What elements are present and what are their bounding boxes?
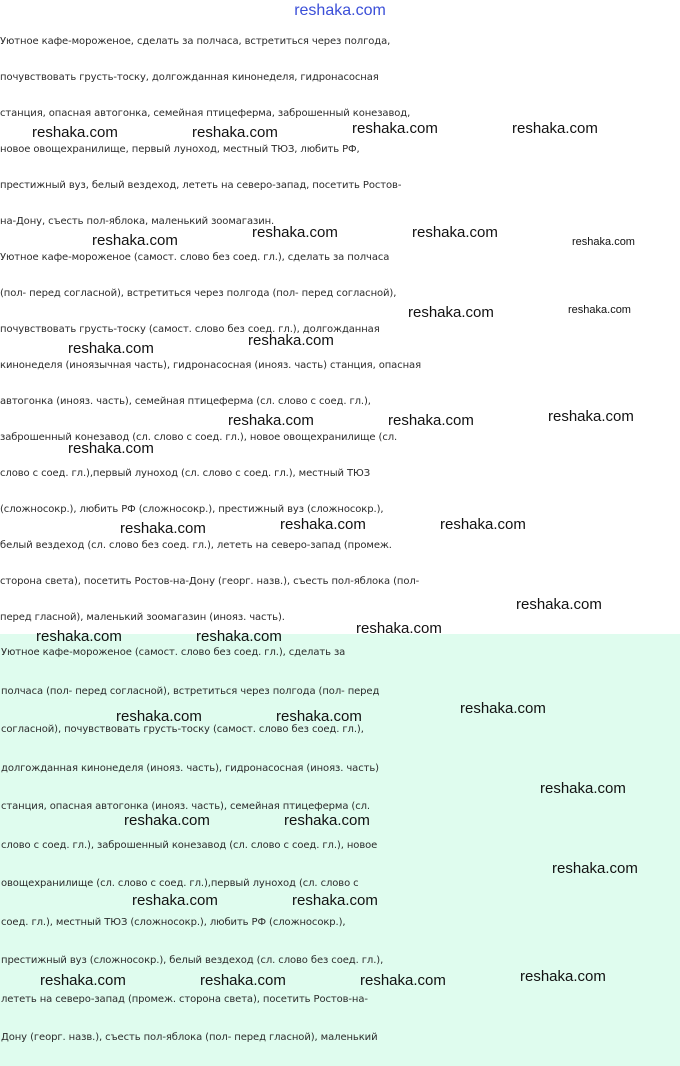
watermark: reshaka.com <box>248 332 334 349</box>
watermark: reshaka.com <box>196 628 282 645</box>
watermark: reshaka.com <box>460 700 546 717</box>
watermark: reshaka.com <box>32 124 118 141</box>
watermark: reshaka.com <box>520 968 606 985</box>
text-line: сторона света), посетить Ростов-на-Дону (георг. назв.), съесть пол-яблока (пол- <box>0 576 420 587</box>
answer-line: лететь на северо-запад (промеж. сторона света), посетить Ростов-на- <box>1 993 368 1005</box>
watermark: reshaka.com <box>356 620 442 637</box>
watermark: reshaka.com <box>276 708 362 725</box>
text-line: перед гласной), маленький зоомагазин (инояз. часть). <box>0 612 285 623</box>
watermark: reshaka.com <box>284 812 370 829</box>
watermark: reshaka.com <box>132 892 218 909</box>
watermark: reshaka.com <box>228 412 314 429</box>
watermark: reshaka.com <box>192 124 278 141</box>
answer-line: слово с соед. гл.), заброшенный конезавод (сл. слово с соед. гл.), новое <box>1 839 378 851</box>
text-line: автогонка (инояз. часть), семейная птицеферма (сл. слово с соед. гл.), <box>0 396 371 407</box>
site-link[interactable]: reshaka.com <box>294 2 386 19</box>
text-line: престижный вуз, белый вездеход, лететь на северо-запад, посетить Ростов- <box>0 180 402 191</box>
watermark: reshaka.com <box>36 628 122 645</box>
text-line: новое овощехранилище, первый луноход, местный ТЮЗ, любить РФ, <box>0 144 360 155</box>
answer-line: полчаса (пол- перед согласной), встретиться через полгода (пол- перед <box>1 685 380 697</box>
watermark: reshaka.com <box>120 520 206 537</box>
watermark: reshaka.com <box>116 708 202 725</box>
text-line: Уютное кафе-мороженое, сделать за полчаса, встретиться через полгода, <box>0 36 391 47</box>
answer-line: долгожданная кинонеделя (инояз. часть), гидронасосная (инояз. часть) <box>1 762 379 774</box>
watermark: reshaka.com <box>360 972 446 989</box>
watermark: reshaka.com <box>280 516 366 533</box>
site-header <box>0 0 680 24</box>
watermark: reshaka.com <box>512 120 598 137</box>
text-line: на-Дону, съесть пол-яблока, маленький зоомагазин. <box>0 216 275 227</box>
text-line: Уютное кафе-мороженое (самост. слово без соед. гл.), сделать за полчаса <box>0 252 390 263</box>
text-line: кинонеделя (иноязычная часть), гидронасосная (инояз. часть) станция, опасная <box>0 360 421 371</box>
answer-line: овощехранилище (сл. слово с соед. гл.),первый луноход (сл. слово с <box>1 878 359 889</box>
watermark: reshaka.com <box>552 860 638 877</box>
watermark: reshaka.com <box>252 224 338 241</box>
text-line: белый вездеход (сл. слово без соед. гл.), лететь на северо-запад (промеж. <box>0 540 392 551</box>
text-line: заброшенный конезавод (сл. слово с соед. гл.), новое овощехранилище (сл. <box>0 432 398 443</box>
text-line: станция, опасная автогонка, семейная птицеферма, заброшенный конезавод, <box>0 108 411 119</box>
text-line: почувствовать грусть-тоску, долгожданная кинонеделя, гидронасосная <box>0 72 379 83</box>
watermark: reshaka.com <box>200 972 286 989</box>
text-line: слово с соед. гл.),первый луноход (сл. слово с соед. гл.), местный ТЮЗ <box>0 468 371 479</box>
watermark: reshaka.com <box>440 516 526 533</box>
text-line: (пол- перед согласной), встретиться через полгода (пол- перед согласной), <box>0 288 397 299</box>
explained-text <box>0 240 680 636</box>
answer-line: соед. гл.), местный ТЮЗ (сложносокр.), любить РФ (сложносокр.), <box>1 916 346 928</box>
text-line: почувствовать грусть-тоску (самост. слово без соед. гл.), долгожданная <box>0 324 380 335</box>
answer-block <box>0 634 680 1066</box>
answer-line: Дону (георг. назв.), съесть пол-яблока (пол- перед гласной), маленький <box>1 1032 378 1043</box>
watermark: reshaka.com <box>68 340 154 357</box>
watermark: reshaka.com <box>124 812 210 829</box>
watermark: reshaka.com <box>388 412 474 429</box>
watermark: reshaka.com <box>68 440 154 457</box>
watermark: reshaka.com <box>572 236 635 248</box>
answer-line: престижный вуз (сложносокр.), белый вездеход (сл. слово без соед. гл.), <box>1 955 384 966</box>
watermark: reshaka.com <box>548 408 634 425</box>
watermark: reshaka.com <box>516 596 602 613</box>
answer-line: согласной), почувствовать грусть-тоску (самост. слово без соед. гл.), <box>1 724 364 735</box>
answer-line: Уютное кафе-мороженое (самост. слово без соед. гл.), сделать за <box>1 647 346 658</box>
watermark: reshaka.com <box>352 120 438 137</box>
answer-line: станция, опасная автогонка (инояз. часть), семейная птицеферма (сл. <box>1 801 370 812</box>
watermark: reshaka.com <box>292 892 378 909</box>
watermark: reshaka.com <box>568 304 631 316</box>
watermark: reshaka.com <box>412 224 498 241</box>
text-line: (сложносокр.), любить РФ (сложносокр.), престижный вуз (сложносокр.), <box>0 504 384 515</box>
watermark: reshaka.com <box>92 232 178 249</box>
watermark: reshaka.com <box>40 972 126 989</box>
watermark: reshaka.com <box>540 780 626 797</box>
watermark: reshaka.com <box>408 304 494 321</box>
